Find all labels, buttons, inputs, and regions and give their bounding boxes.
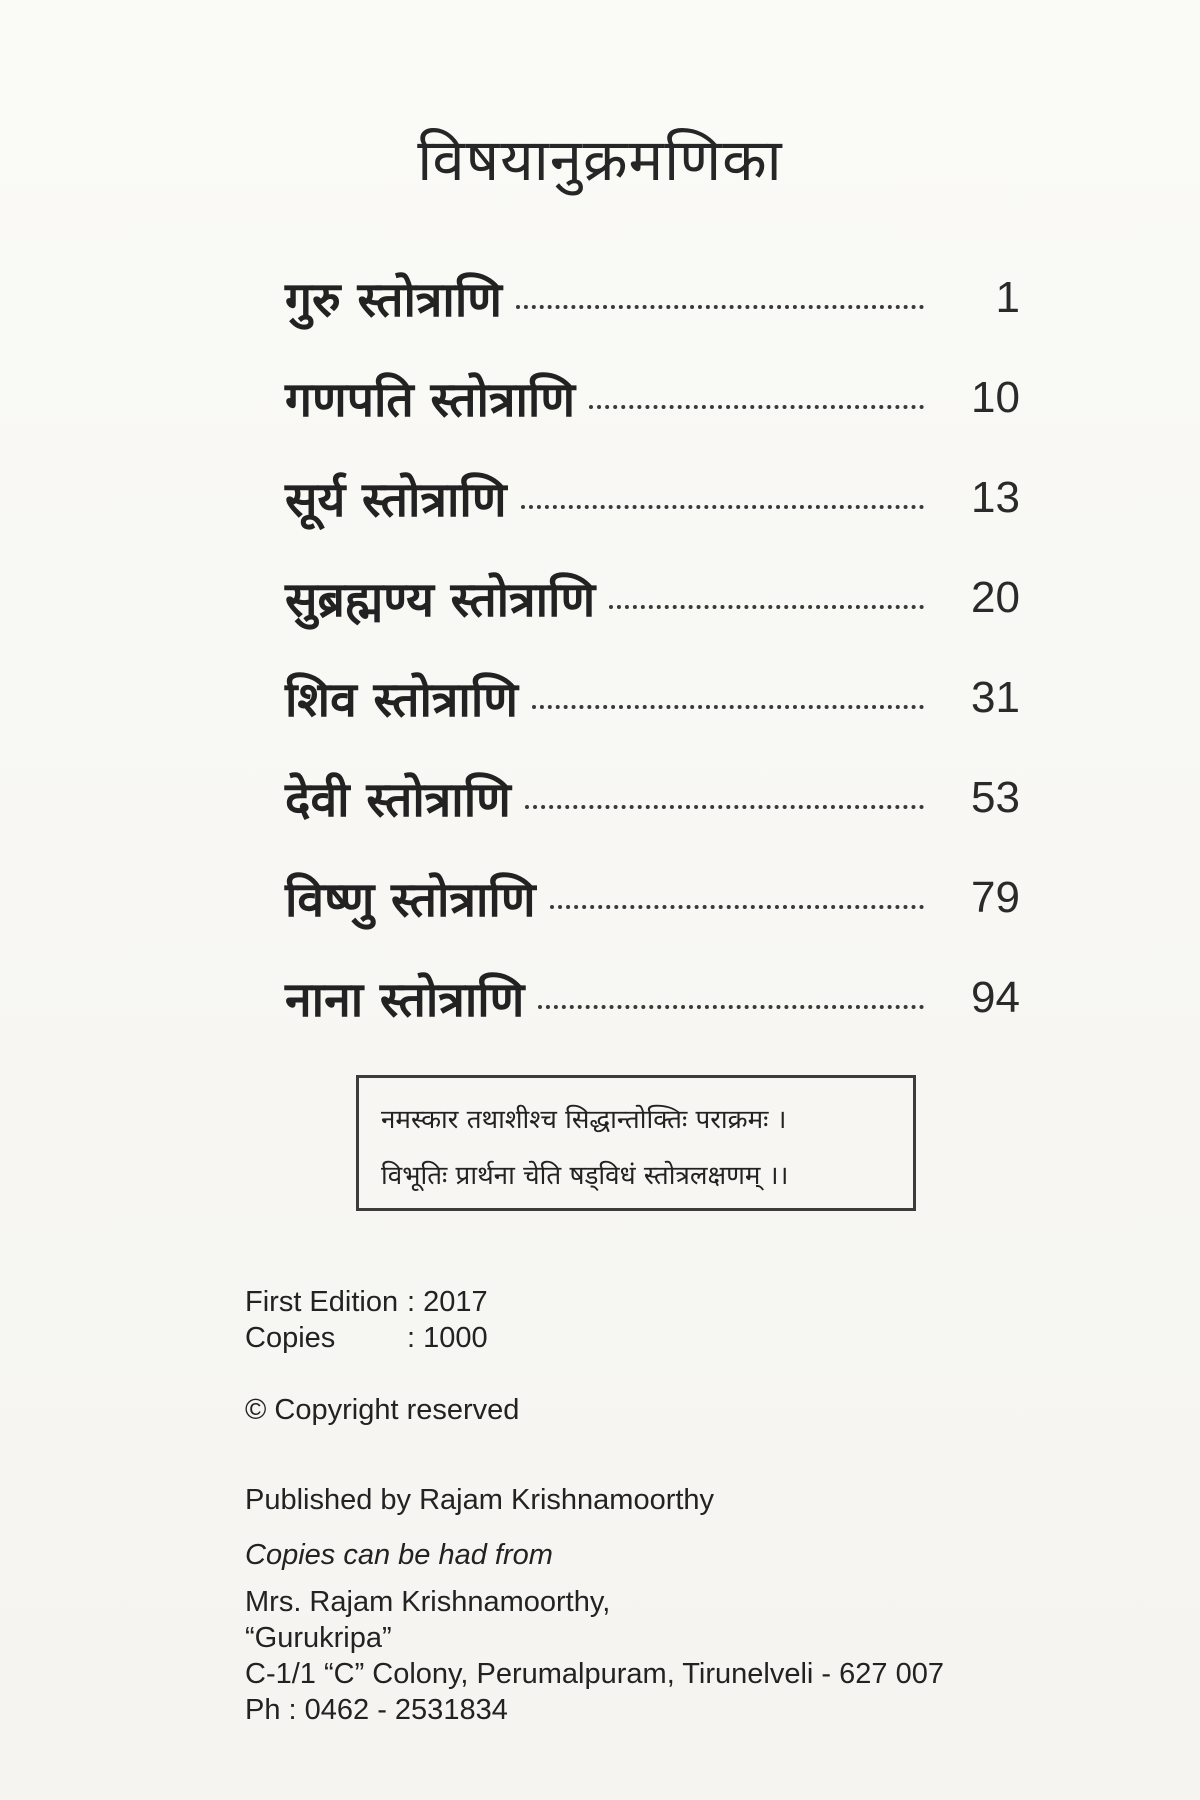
toc-dot-leader <box>521 505 924 509</box>
toc-dot-leader <box>516 305 924 309</box>
toc-entry-devi <box>285 748 1020 848</box>
toc-entry-subrahmanya <box>285 548 1020 648</box>
toc-entry-label: नाना स्तोत्राणि <box>285 971 525 1028</box>
toc-entry-surya <box>285 448 1020 548</box>
toc-entry-label: गुरु स्तोत्राणि <box>285 271 502 328</box>
toc-page-number: 94 <box>971 973 1020 1022</box>
toc-entry-vishnu <box>285 848 1020 948</box>
toc-page-number: 1 <box>995 273 1020 322</box>
availability-heading: Copies can be had from <box>245 1539 553 1571</box>
shloka-line-2: विभूतिः प्रार्थना चेति षड्विधं स्तोत्रलक्षणम् ।। <box>381 1161 789 1191</box>
contact-name: Mrs. Rajam Krishnamoorthy, <box>245 1586 611 1618</box>
copies-row <box>245 1320 488 1356</box>
toc-entry-shiva <box>285 648 1020 748</box>
shloka-line-1: नमस्कार तथाशीश्च सिद्धान्तोक्तिः पराक्रमः । <box>381 1105 787 1135</box>
toc-entry-guru <box>285 248 1020 348</box>
copies-label: Copies <box>245 1322 336 1354</box>
shloka-box <box>356 1075 916 1211</box>
toc-dot-leader <box>525 805 924 809</box>
edition-details <box>245 1284 488 1356</box>
toc-entry-label: देवी स्तोत्राणि <box>285 771 511 828</box>
toc-dot-leader <box>550 905 924 909</box>
toc-dot-leader <box>538 1005 924 1009</box>
toc-page-number: 31 <box>971 673 1020 722</box>
table-of-contents <box>285 248 1020 1048</box>
publisher-line: Published by Rajam Krishnamoorthy <box>245 1484 715 1516</box>
toc-entry-ganapati <box>285 348 1020 448</box>
toc-page-number: 13 <box>971 473 1020 522</box>
toc-entry-label: शिव स्तोत्राणि <box>285 671 518 728</box>
contact-address-block <box>245 1584 944 1728</box>
toc-dot-leader <box>589 405 924 409</box>
copyright-notice: © Copyright reserved <box>245 1394 520 1426</box>
toc-page-number: 79 <box>971 873 1020 922</box>
toc-entry-label: सूर्य स्तोत्राणि <box>285 471 507 528</box>
toc-dot-leader <box>609 605 924 609</box>
contact-address: C-1/1 “C” Colony, Perumalpuram, Tirunelveli - 627 007 <box>245 1658 944 1690</box>
contact-house-name: “Gurukripa” <box>245 1622 392 1654</box>
toc-entry-label: सुब्रह्मण्य स्तोत्राणि <box>285 571 596 628</box>
first-edition-value: : 2017 <box>407 1286 488 1318</box>
page-title: विषयानुक्रमणिका <box>417 126 783 194</box>
toc-entry-label: गणपति स्तोत्राणि <box>285 371 576 428</box>
toc-entry-nana <box>285 948 1020 1048</box>
copies-value: : 1000 <box>407 1322 488 1354</box>
first-edition-label: First Edition <box>245 1286 399 1318</box>
first-edition-row <box>245 1284 488 1320</box>
toc-page-number: 20 <box>971 573 1020 622</box>
toc-page-number: 53 <box>971 773 1020 822</box>
toc-entry-label: विष्णु स्तोत्राणि <box>285 871 536 928</box>
toc-dot-leader <box>532 705 924 709</box>
contact-phone: Ph : 0462 - 2531834 <box>245 1694 508 1726</box>
toc-page-number: 10 <box>971 373 1020 422</box>
